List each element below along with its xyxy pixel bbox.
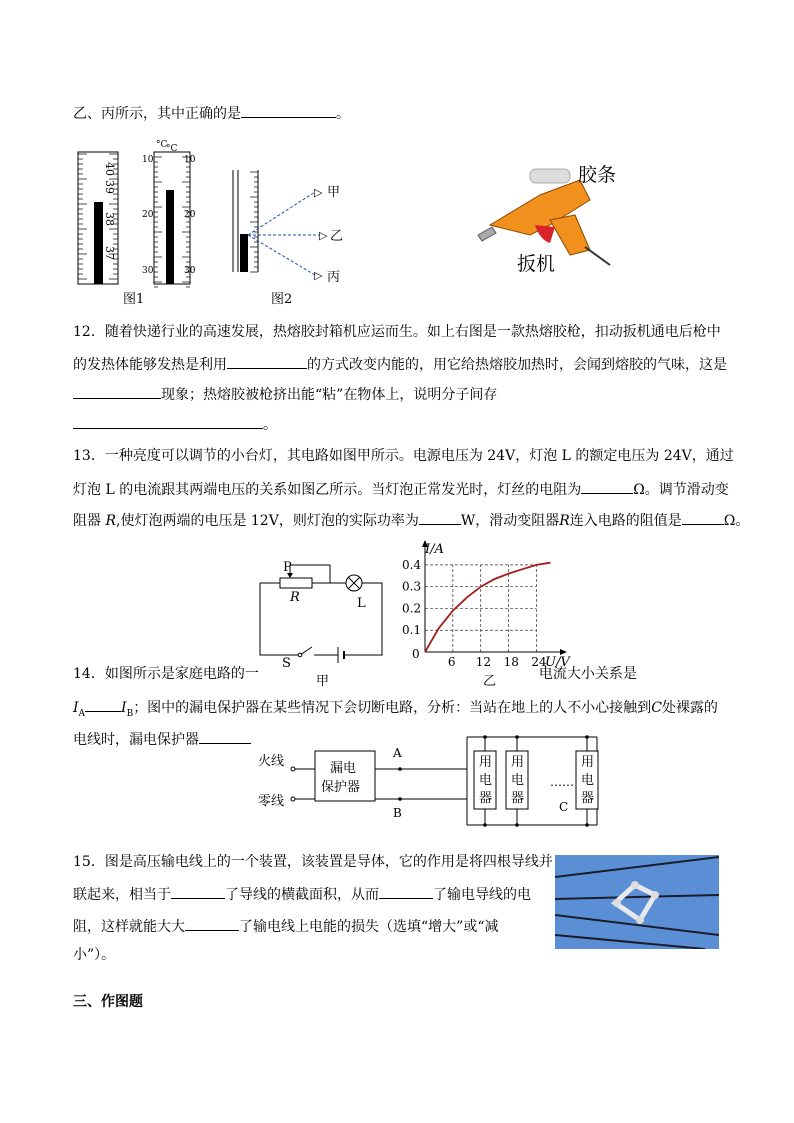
q12-line2: 的发热体能够发热是利用 的方式改变内能的，用它给热熔胶加热时，会闻到熔胶的气味，这是	[73, 354, 727, 374]
label-A: A	[393, 746, 402, 760]
x-tick-label: 6	[447, 655, 456, 669]
x-tick-label: 18	[503, 655, 519, 669]
q12-blank3[interactable]	[73, 414, 263, 429]
q14-blank1[interactable]	[85, 697, 121, 712]
view-jia: 甲	[327, 185, 341, 200]
label-C: C	[559, 800, 569, 814]
appliance-ellipsis: ……	[550, 775, 574, 789]
thermometer-figures	[70, 140, 360, 310]
q14-line1: 14．如图所示是家庭电路的一 电流大小关系是	[73, 666, 637, 682]
protector-label-1: 漏电	[330, 761, 357, 776]
appliance-label: 用	[581, 755, 595, 770]
glue-stick	[530, 169, 570, 183]
label-S: S	[282, 656, 291, 671]
chart-xlabel: U/V	[545, 655, 570, 670]
q13-blank3[interactable]	[682, 510, 724, 525]
y-tick-label: 0.2	[402, 601, 422, 616]
q11-line: 乙、丙所示，其中正确的是 。	[73, 103, 350, 123]
appliance-label: 器	[511, 791, 525, 806]
y-tick-label: 0.1	[402, 623, 422, 638]
thermo1-unit: °C	[156, 140, 168, 150]
appliance-label: 用	[479, 755, 493, 770]
q12-line1: 12．随着快递行业的高速发展，热熔胶封箱机应运而生。如上右图是一款热熔胶枪，扣动扳机通电后枪中	[73, 324, 721, 340]
t1b-left-30: 30	[142, 266, 154, 276]
fig1-caption: 图1	[123, 292, 145, 307]
appliance-label: 电	[511, 773, 525, 788]
t1b-right-10: 10	[184, 155, 196, 165]
chart-ylabel: I/A	[425, 542, 444, 557]
fig2-caption: 图2	[271, 292, 293, 307]
chart-caption: 乙	[483, 674, 497, 689]
t1-tick-39: 39	[103, 180, 116, 194]
x-tick-label: 12	[475, 655, 491, 669]
svg-text:▷: ▷	[314, 269, 323, 282]
label-B: B	[393, 806, 402, 820]
q15-blank2[interactable]	[379, 884, 433, 899]
section-heading-drawing: 三、作图题	[73, 994, 143, 1010]
t1-tick-37: 37	[103, 246, 116, 260]
q14-blank2[interactable]	[199, 729, 251, 744]
thermo1b-unit: °C	[166, 144, 178, 154]
thermometer-2	[233, 170, 343, 307]
q13-blank2[interactable]	[419, 510, 461, 525]
t1b-right-30: 30	[184, 266, 196, 276]
q15-blank1[interactable]	[171, 884, 225, 899]
q12-line3: 现象；热熔胶被枪挤出能“粘”在物体上，说明分子间存	[73, 384, 497, 404]
thermo1b-mercury	[166, 190, 174, 284]
label-glue-strip: 胶条	[578, 164, 617, 186]
x-tick-label: 24	[531, 655, 547, 669]
label-R: R	[290, 590, 300, 605]
q12-blank1[interactable]	[227, 354, 307, 369]
protector-label-2: 保护器	[321, 780, 361, 795]
view-yi: 乙	[330, 229, 344, 244]
q15-line1: 15．图是高压输电线上的一个装置，该装置是导体，它的作用是将四根导线并	[73, 854, 553, 870]
thermo1-mercury	[94, 202, 103, 284]
q15-line3: 阻，这样就能大大 了输电线上电能的损失（选填“增大”或“减	[73, 916, 498, 936]
svg-text:▷: ▷	[314, 186, 323, 199]
q12-blank2[interactable]	[73, 384, 161, 399]
q11-blank[interactable]	[241, 103, 336, 118]
q12-line4: 。	[73, 414, 277, 434]
chart-origin: 0	[412, 647, 420, 661]
q15-line4: 小”）。	[73, 947, 116, 963]
caption-jia: 甲	[316, 674, 330, 689]
appliance-label: 器	[479, 791, 493, 806]
y-tick-label: 0.4	[402, 557, 422, 572]
q13-line2: 灯泡 L 的电流跟其两端电压的关系如图乙所示。当灯泡正常发光时，灯丝的电阻为 Ω。调节滑动变	[73, 479, 729, 499]
label-P: P	[283, 560, 292, 575]
label-live-wire: 火线	[258, 754, 285, 769]
label-neutral-wire: 零线	[258, 794, 285, 809]
home-circuit	[255, 735, 615, 830]
rheostat-symbol	[280, 578, 312, 588]
q15-line2: 联起来，相当于 了导线的横截面积，从而 了输电导线的电	[73, 884, 531, 904]
svg-text:▷: ▷	[319, 229, 328, 242]
q14-line3: 电线时，漏电保护器	[73, 729, 251, 749]
iv-curve-series	[425, 563, 550, 652]
q14-line2: $I_A$ $I_B$；图中的漏电保护器在某些情况下会切断电路，分析：当站在地上的人不小心接触到C处裸露的	[73, 697, 718, 723]
t1b-left-20: 20	[142, 210, 154, 220]
view-bing: 丙	[327, 270, 341, 285]
y-tick-label: 0.3	[402, 579, 422, 594]
t1-tick-38: 38	[103, 212, 116, 226]
appliance-label: 电	[581, 773, 595, 788]
thermometer-1b	[142, 144, 196, 287]
power-line-spacer-image	[555, 855, 719, 949]
thermo2-mercury	[240, 234, 248, 272]
q13-line1: 13．一种亮度可以调节的小台灯，其电路如图甲所示。电源电压为 24V，灯泡 L 的额定电压为 24V，通过	[73, 448, 734, 464]
q13-line3: 阻器 R,使灯泡两端的电压是 12V，则灯泡的实际功率为 W，滑动变阻器R连入电路的阻值是 Ω。	[73, 510, 749, 530]
t1-tick-40: 40	[103, 162, 116, 176]
appliance-label: 电	[479, 773, 493, 788]
label-L: L	[357, 596, 366, 611]
t1b-left-10: 10	[142, 155, 154, 165]
q13-blank1[interactable]	[581, 479, 633, 494]
label-trigger: 扳机	[517, 253, 556, 275]
q15-blank3[interactable]	[185, 916, 239, 931]
appliance-label: 器	[581, 791, 595, 806]
t1b-right-20: 20	[184, 210, 196, 220]
appliance-label: 用	[511, 755, 525, 770]
